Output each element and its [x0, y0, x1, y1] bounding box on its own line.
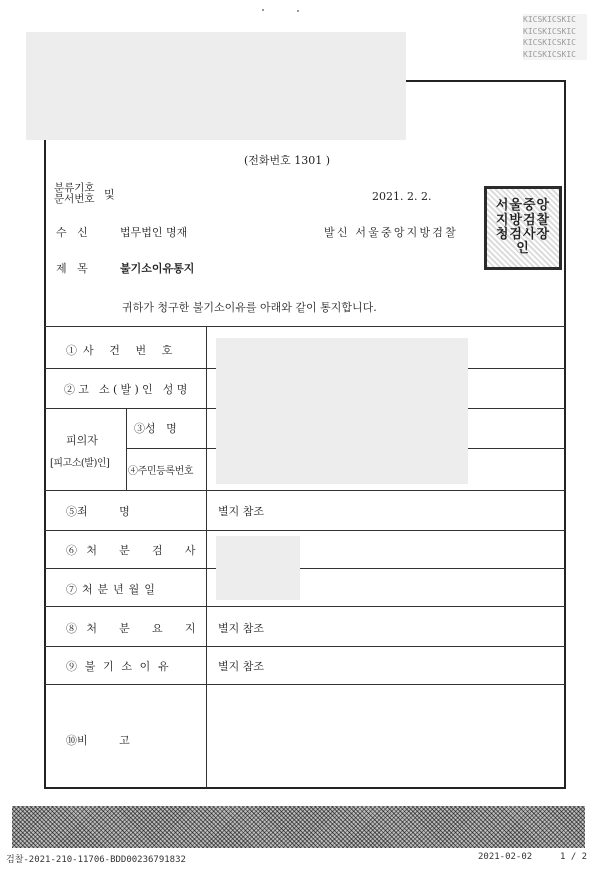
scan-speck	[262, 9, 264, 11]
redacted-prosecutor	[216, 536, 300, 600]
sender: 발신 서울중앙지방검찰	[324, 226, 458, 239]
row-line	[44, 684, 565, 685]
classification-and: 및	[104, 188, 115, 201]
document-date: 2021. 2. 2.	[372, 190, 432, 203]
row-line	[126, 448, 216, 449]
redacted-header	[26, 32, 406, 140]
watermark-line: KICSKICSKIC	[523, 15, 576, 24]
row-line	[44, 368, 216, 369]
name-label: ③성 명	[134, 422, 177, 435]
row-line	[468, 368, 565, 369]
charge-value: 별지 참조	[218, 505, 265, 518]
footer-date: 2021-02-02	[478, 852, 533, 862]
seal-text: 서울중앙지방검찰청검사장인	[495, 198, 551, 257]
case-number-label: ①사 건 번 호	[66, 344, 179, 357]
suspect-label: 피의자	[66, 434, 98, 447]
row-line	[468, 448, 565, 449]
watermark-line: KICSKICSKIC	[523, 26, 576, 36]
scan-noise-band	[12, 806, 585, 848]
label-column-divider	[206, 326, 207, 788]
subject-value: 불기소이유통지	[120, 262, 195, 275]
charge-label: ⑤죄 명	[66, 505, 130, 518]
intro-text: 귀하가 청구한 불기소이유를 아래와 같이 통지합니다.	[122, 301, 377, 314]
watermark-line: KICSKICSKIC	[523, 49, 576, 59]
subject-label: 제 목	[56, 262, 88, 275]
official-seal	[484, 186, 562, 270]
row-line	[44, 568, 216, 569]
footer-page: 1 / 2	[560, 852, 588, 862]
watermark-line: KICSKICSKIC	[523, 38, 576, 47]
suspect-sub-label: [피고소(발)인]	[50, 458, 110, 469]
disposition-summary-value: 별지 참조	[218, 622, 265, 635]
phone-number: (전화번호 1301 )	[244, 154, 331, 167]
redacted-case-info	[216, 338, 468, 484]
prosecutor-label: ⑥처 분 검 사	[66, 544, 205, 557]
row-line	[44, 408, 216, 409]
disposition-date-label: ⑦처분년월일	[66, 583, 160, 596]
kics-watermark	[523, 14, 587, 60]
reason-label: ⑨불기소이유	[66, 660, 177, 673]
recipient-value: 법무법인 명재	[120, 226, 188, 239]
footer-doc-id: 검찰-2021-210-11706-BDD00236791832	[6, 855, 186, 865]
reason-value: 별지 참조	[218, 660, 265, 673]
classification-label: 분류기호 문서번호	[54, 182, 95, 205]
frame-right-border	[564, 80, 566, 788]
frame-left-border	[44, 140, 46, 788]
resident-number-label: ④주민등록번호	[128, 466, 194, 477]
row-line	[44, 606, 565, 607]
frame-top-border	[406, 80, 566, 82]
row-line	[44, 646, 565, 647]
frame-bottom-border	[44, 787, 566, 789]
recipient-label: 수 신	[56, 226, 88, 239]
row-line	[44, 530, 565, 531]
scan-speck	[297, 10, 299, 12]
disposition-summary-label: ⑧처 분 요 지	[66, 622, 205, 635]
suspect-divider	[126, 408, 127, 490]
complainant-label: ②고 소(발)인 성명	[64, 383, 191, 396]
row-line	[468, 408, 565, 409]
remarks-label: ⑩비 고	[66, 734, 130, 747]
row-line	[44, 490, 565, 491]
row-line	[300, 568, 565, 569]
table-top-line	[44, 326, 565, 327]
